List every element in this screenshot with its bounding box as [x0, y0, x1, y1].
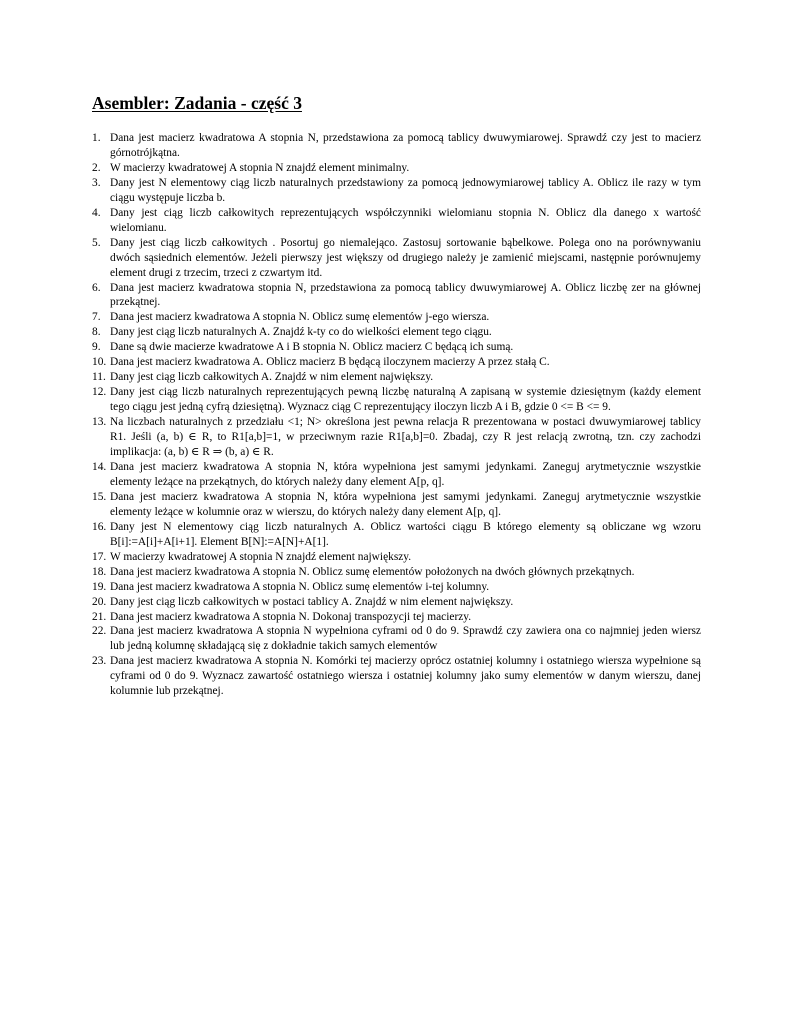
task-text: Dany jest ciąg liczb całkowitych w postaci tablicy A. Znajdź w nim element największy.: [110, 595, 514, 608]
task-number: 5.: [92, 236, 101, 249]
task-item: [92, 624, 701, 654]
task-text: Na liczbach naturalnych z przedziału <1; N> określona jest pewna relacja R prezentowana w postaci dwuwymiarowej tablicy R1. Jeśli (a, b) ∈ R, to R1[a,b]=1, w przeciwnym razie R1[a,b]=0. Zbadaj, czy R jest relacją zwrotną, tzn. czy zachodzi implikacja: (a, b) ∈ R ⇒ (b, a) ∈ R.: [110, 416, 701, 459]
page-title: Asembler: Zadania - część 3: [92, 93, 302, 113]
task-text: Dana jest macierz kwadratowa A stopnia N. Komórki tej macierzy oprócz ostatniej kolumny i ostatniego wiersza wypełnione są cyframi od 0 do 9. Wyznacz zawartość ostatniego wiersza i ostatniej kolumny jako sumy elementów w danym wierszu, danej kolumnie lub przekątnej.: [110, 655, 701, 698]
task-number: 18.: [92, 565, 107, 578]
task-text: Dana jest macierz kwadratowa A stopnia N. Oblicz sumę elementów i-tej kolumny.: [110, 580, 490, 593]
task-text: Dana jest macierz kwadratowa A stopnia N, która wypełniona jest samymi jedynkami. Zaneguj arytmetycznie wszystkie elementy leżące na przekątnych, do których należy dany element A[p, q].: [110, 460, 701, 488]
task-number: 15.: [92, 490, 107, 503]
task-item: [92, 325, 701, 340]
task-text: Dany jest N elementowy ciąg liczb naturalnych A. Oblicz wartości ciągu B którego elementy są obliczane wg wzoru B[i]:=A[i]+A[i+1]. Element B[N]:=A[N]+A[1].: [110, 520, 701, 548]
task-item: [92, 131, 701, 161]
task-number: 12.: [92, 386, 107, 399]
task-number: 7.: [92, 311, 101, 324]
task-number: 23.: [92, 655, 107, 668]
task-item: [92, 580, 701, 595]
task-text: Dany jest ciąg liczb naturalnych A. Znajdź k-ty co do wielkości element tego ciągu.: [110, 326, 492, 339]
task-text: Dany jest ciąg liczb całkowitych reprezentujących współczynniki wielomianu stopnia N. Oblicz dla danego x wartość wielomianu.: [110, 206, 701, 234]
task-text: Dany jest ciąg liczb całkowitych A. Znajdź w nim element największy.: [110, 371, 434, 384]
task-text: Dana jest macierz kwadratowa A stopnia N. Dokonaj transpozycji tej macierzy.: [110, 610, 472, 623]
task-text: Dana jest macierz kwadratowa A stopnia N, która wypełniona jest samymi jedynkami. Zaneguj arytmetycznie wszystkie elementy leżące w kolumnie oraz w wierszu, do których należy dany element A[p, q].: [110, 490, 701, 518]
task-item: [92, 415, 701, 460]
task-item: [92, 161, 701, 176]
task-text: Dany jest ciąg liczb całkowitych . Posortuj go niemalejąco. Zastosuj sortowanie bąbelkowe. Polega ono na porównywaniu dwóch sąsiednich elementów. Jeżeli pierwszy jest większy od drugiego należy je zamienić miejscami, następnie porównujemy element drugi z trzecim, trzeci z czwartym itd.: [110, 236, 701, 279]
task-item: [92, 281, 701, 311]
task-text: Dana jest macierz kwadratowa A stopnia N, przedstawiona za pomocą tablicy dwuwymiarowej. Sprawdź czy jest to macierz górnotrójkątna.: [110, 132, 701, 159]
task-number: 13.: [92, 416, 107, 429]
task-item: [92, 355, 701, 370]
task-item: [92, 310, 701, 325]
task-item: [92, 206, 701, 236]
task-item: [92, 565, 701, 580]
task-item: [92, 610, 701, 625]
task-item: [92, 385, 701, 415]
task-item: [92, 236, 701, 281]
task-number: 3.: [92, 176, 101, 189]
task-item: [92, 550, 701, 565]
task-list: [92, 131, 701, 699]
task-text: Dana jest macierz kwadratowa A stopnia N. Oblicz sumę elementów j-ego wiersza.: [110, 311, 490, 324]
task-number: 22.: [92, 625, 107, 638]
task-number: 19.: [92, 580, 107, 593]
task-number: 1.: [92, 132, 101, 144]
task-number: 8.: [92, 326, 101, 339]
task-text: Dany jest N elementowy ciąg liczb naturalnych przedstawiony za pomocą jednowymiarowej tablicy A. Oblicz ile razy w tym ciągu występuje liczba b.: [110, 176, 701, 204]
task-text: Dana jest macierz kwadratowa A stopnia N wypełniona cyframi od 0 do 9. Sprawdź czy zawiera ona co najmniej jeden wiersz lub jedną kolumnę składającą się z dokładnie takich samych elementów: [110, 625, 701, 653]
task-text: W macierzy kwadratowej A stopnia N znajdź element minimalny.: [110, 161, 410, 174]
task-number: 4.: [92, 206, 101, 219]
task-item: [92, 340, 701, 355]
task-number: 20.: [92, 595, 107, 608]
task-number: 16.: [92, 520, 107, 533]
task-text: Dana jest macierz kwadratowa stopnia N, przedstawiona za pomocą tablicy dwuwymiarowej A. Oblicz liczbę zer na głównej przekątnej.: [110, 281, 701, 309]
task-text: Dany jest ciąg liczb naturalnych reprezentujących pewną liczbę naturalną A zapisaną w systemie dziesiętnym (każdy element tego ciągu jest jedną cyfrą dziesiętną). Wyznacz ciąg C reprezentujący iloczyn liczb A i B, gdzie 0 <= B <= 9.: [110, 386, 701, 414]
task-number: 21.: [92, 610, 107, 623]
task-text: Dana jest macierz kwadratowa A. Oblicz macierz B będącą iloczynem macierzy A przez stałą C.: [110, 356, 550, 369]
task-number: 2.: [92, 161, 101, 174]
task-number: 14.: [92, 460, 107, 473]
task-item: [92, 370, 701, 385]
task-item: [92, 595, 701, 610]
task-item: [92, 654, 701, 699]
task-number: 11.: [92, 371, 106, 384]
task-number: 6.: [92, 281, 101, 294]
task-text: Dane są dwie macierze kwadratowe A i B stopnia N. Oblicz macierz C będącą ich sumą.: [110, 341, 514, 354]
task-item: [92, 176, 701, 206]
task-number: 9.: [92, 341, 101, 354]
task-number: 10.: [92, 356, 107, 369]
task-item: [92, 460, 701, 490]
task-item: [92, 490, 701, 520]
task-text: Dana jest macierz kwadratowa A stopnia N. Oblicz sumę elementów położonych na dwóch głównych przekątnych.: [110, 565, 635, 578]
task-text: W macierzy kwadratowej A stopnia N znajdź element największy.: [110, 550, 412, 563]
task-number: 17.: [92, 550, 107, 563]
task-item: [92, 520, 701, 550]
